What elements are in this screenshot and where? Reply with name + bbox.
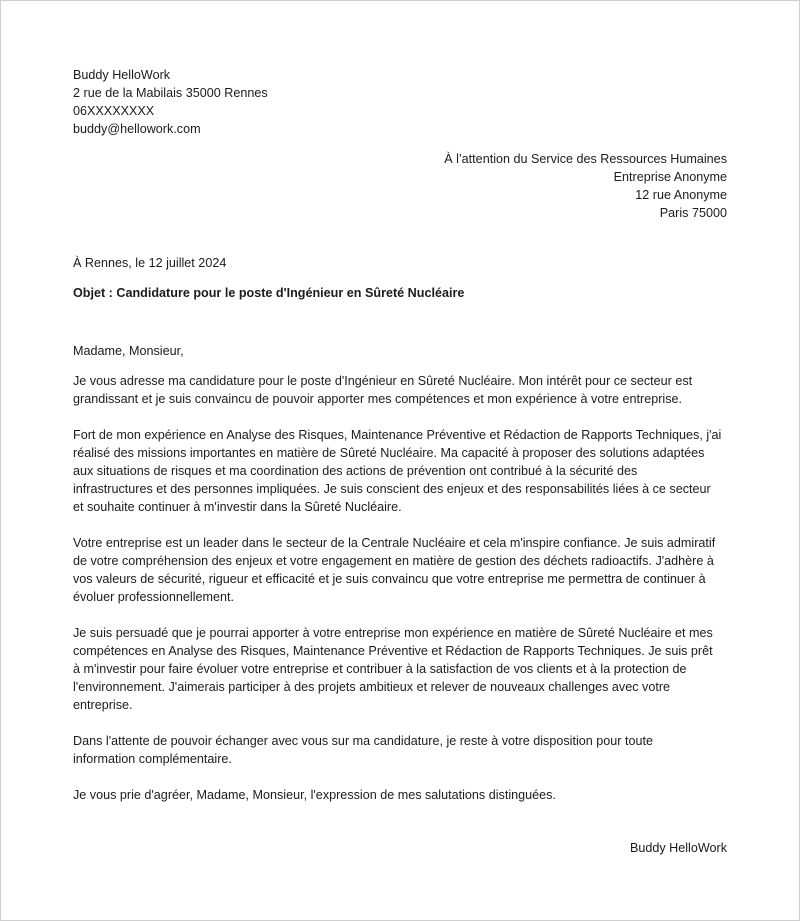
recipient-street: 12 rue Anonyme xyxy=(635,188,727,202)
sender-email: buddy@hellowork.com xyxy=(73,122,201,136)
paragraph-line: vos valeurs de sécurité, rigueur et efficacité et je suis convaincu que votre entreprise me permettra de continuer à xyxy=(73,572,706,586)
paragraph-line: l'environnement. J'aimerais participer à des projets ambitieux et relever de nouveaux challenges avec votre xyxy=(73,680,671,694)
paragraph-line: Votre entreprise est un leader dans le secteur de la Centrale Nucléaire et cela m'inspire confiance. Je suis admiratif xyxy=(73,536,716,550)
sender-name: Buddy HelloWork xyxy=(73,68,171,82)
paragraph-line: grandissant et je suis convaincu de pouvoir apporter mes compétences et mon expérience à votre entreprise. xyxy=(73,392,683,406)
sender-block xyxy=(73,66,268,138)
paragraph-experience xyxy=(73,426,733,516)
recipient-company: Entreprise Anonyme xyxy=(613,170,727,184)
paragraph-line: Fort de mon expérience en Analyse des Risques, Maintenance Préventive et Rédaction de Rapports Techniques, j'ai xyxy=(73,428,722,442)
paragraph-line: information complémentaire. xyxy=(73,752,232,766)
paragraph-line: réalisé des missions importantes en matière de Sûreté Nucléaire. Ma capacité à proposer des solutions adaptées xyxy=(73,446,705,460)
recipient-attention: À l’attention du Service des Ressources Humaines xyxy=(444,152,727,166)
letter-date: À Rennes, le 12 juillet 2024 xyxy=(73,256,227,270)
paragraph-line: infrastructures et des personnes impliquées. Je suis conscient des enjeux et des responsabilités liées à ce secteur xyxy=(73,482,711,496)
letter-signature: Buddy HelloWork xyxy=(629,841,727,855)
paragraph-line: Je vous adresse ma candidature pour le poste d'Ingénieur en Sûreté Nucléaire. Mon intérêt pour ce secteur est xyxy=(73,374,693,388)
paragraph-line: entreprise. xyxy=(73,698,133,712)
paragraph-closing xyxy=(73,786,733,804)
paragraph-availability xyxy=(73,732,733,768)
paragraph-intro xyxy=(73,372,733,408)
paragraph-line: aux situations de risques et ma coordination des actions de prévention ont contribué à la sécurité des xyxy=(73,464,638,478)
letter-greeting: Madame, Monsieur, xyxy=(73,344,184,358)
paragraph-line: à m'investir pour faire évoluer votre entreprise et contribuer à la satisfaction de vos clients et à la protection de xyxy=(73,662,687,676)
paragraph-line: Je suis persuadé que je pourrai apporter à votre entreprise mon expérience en matière de Sûreté Nucléaire et mes xyxy=(73,626,713,640)
recipient-block xyxy=(444,150,727,222)
recipient-city: Paris 75000 xyxy=(659,206,727,220)
letter-subject: Objet : Candidature pour le poste d'Ingénieur en Sûreté Nucléaire xyxy=(73,286,465,300)
sender-phone: 06XXXXXXXX xyxy=(73,104,155,118)
paragraph-line: Je vous prie d'agréer, Madame, Monsieur, l'expression de mes salutations distinguées. xyxy=(73,788,556,802)
paragraph-line: et souhaite continuer à m'investir dans la Sûreté Nucléaire. xyxy=(73,500,402,514)
sender-address: 2 rue de la Mabilais 35000 Rennes xyxy=(73,86,268,100)
paragraph-contribution xyxy=(73,624,733,714)
paragraph-line: évoluer professionnellement. xyxy=(73,590,235,604)
paragraph-line: de votre compréhension des enjeux et votre engagement en matière de gestion des déchets radioactifs. J'adhère à xyxy=(73,554,714,568)
paragraph-line: compétences en Analyse des Risques, Maintenance Préventive et Rédaction de Rapports Techniques. Je suis prêt xyxy=(73,644,713,658)
paragraph-line: Dans l'attente de pouvoir échanger avec vous sur ma candidature, je reste à votre disposition pour toute xyxy=(73,734,653,748)
paragraph-company xyxy=(73,534,733,606)
